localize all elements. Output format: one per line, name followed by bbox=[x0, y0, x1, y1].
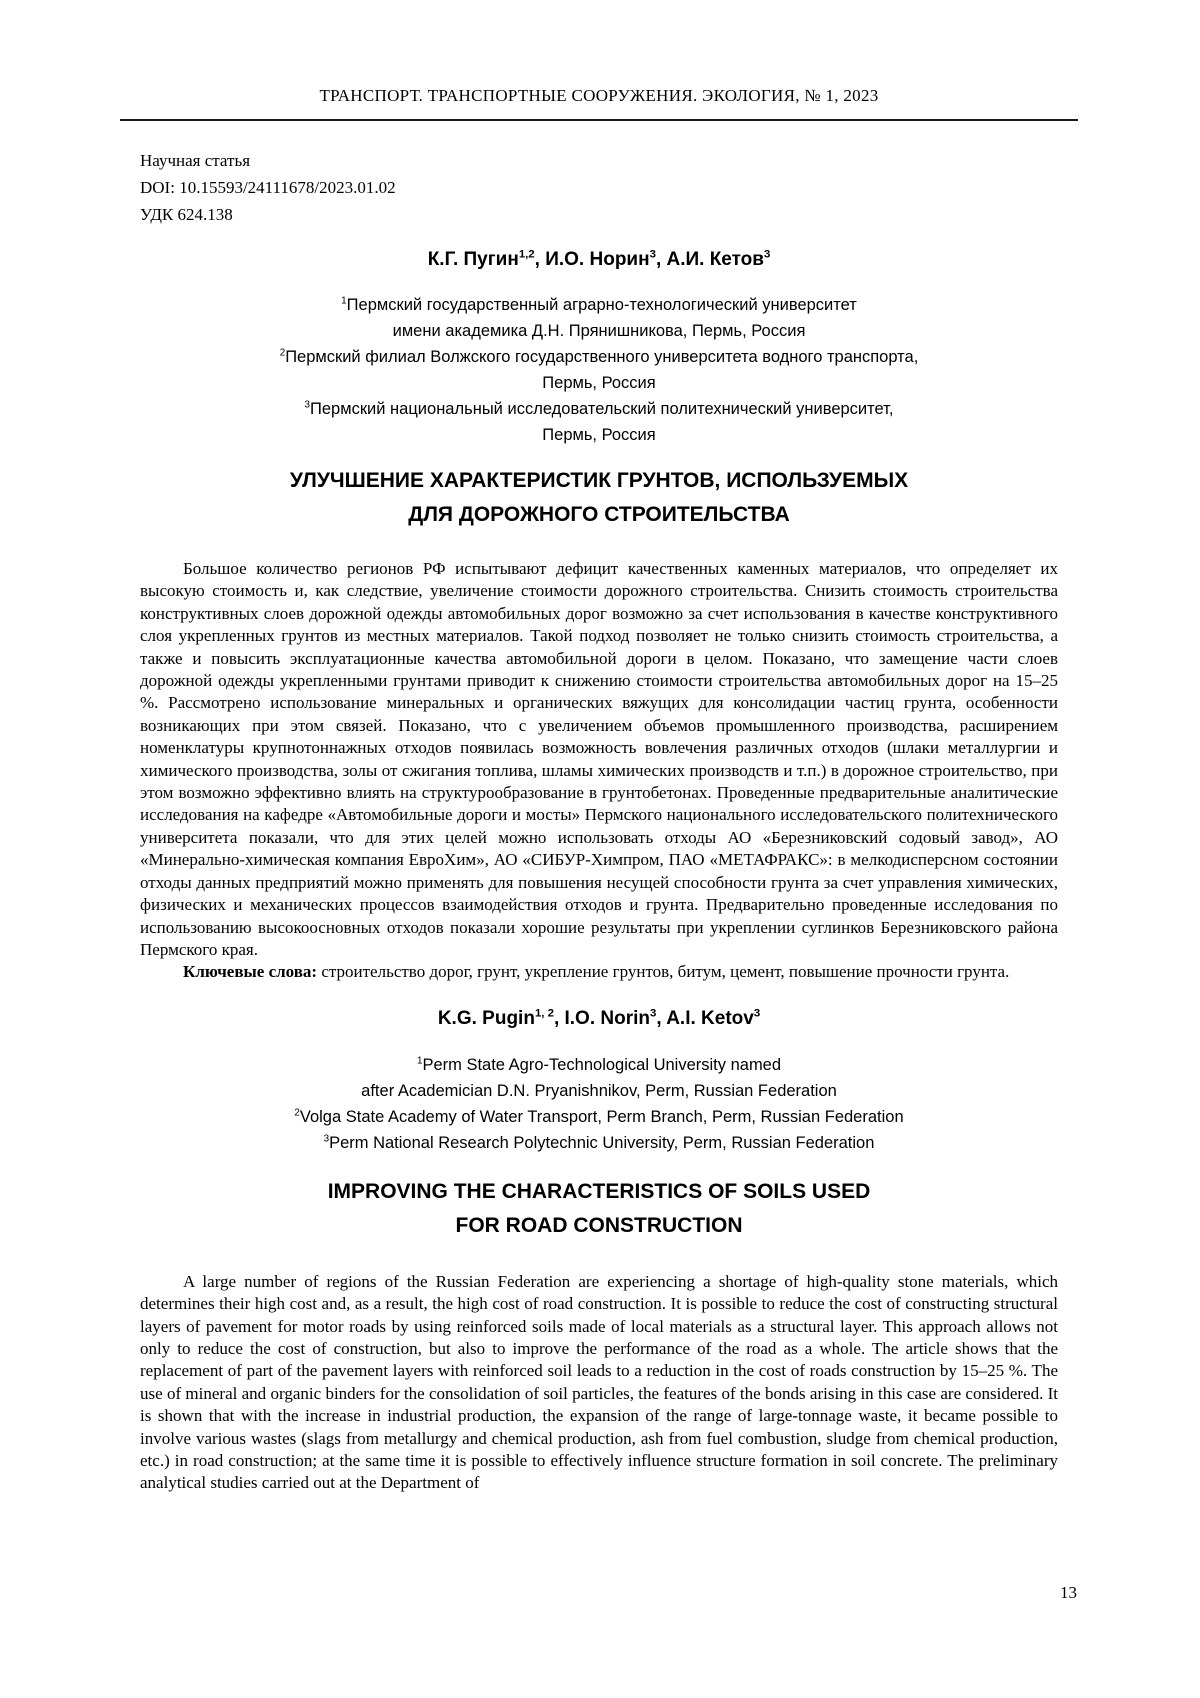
article-title-ru-line2: ДЛЯ ДОРОЖНОГО СТРОИТЕЛЬСТВА bbox=[408, 503, 790, 526]
affiliation-mark: 1 bbox=[416, 1055, 423, 1067]
article-type: Научная статья bbox=[140, 151, 251, 170]
affiliation-mark: 3 bbox=[323, 1133, 330, 1145]
author-ru-3-affil-marks: 3 bbox=[763, 248, 771, 261]
author-en-3-affil-marks: 3 bbox=[753, 1007, 761, 1020]
author-en-3: A.I. Ketov bbox=[666, 1007, 754, 1029]
author-en-1: K.G. Pugin bbox=[437, 1007, 535, 1029]
article-title-en-line2: FOR ROAD CONSTRUCTION bbox=[455, 1213, 743, 1237]
keywords-label: Ключевые слова: bbox=[183, 962, 318, 982]
affiliation-line: $^3$Пермский национальный исследовательский политехнический университет, bbox=[304, 399, 894, 418]
article-title-ru-line1: УЛУЧШЕНИЕ ХАРАКТЕРИСТИК ГРУНТОВ, ИСПОЛЬЗУЕМЫХ bbox=[289, 469, 909, 492]
affiliation-line: $^3$Perm National Research Polytechnic University, Perm, Russian Federation bbox=[323, 1133, 875, 1152]
article-meta bbox=[140, 147, 1058, 228]
affiliation-line: имени академика Д.Н. Прянишникова, Пермь, Россия bbox=[392, 322, 806, 340]
affiliations-ru bbox=[120, 292, 1078, 448]
affiliation-line: $^1$Пермский государственный аграрно-технологический университет bbox=[341, 295, 857, 314]
affiliation-line: $^2$Volga State Academy of Water Transport, Perm Branch, Perm, Russian Federation bbox=[294, 1107, 904, 1126]
authors-ru bbox=[120, 248, 1078, 271]
author-en-1-affil-marks: 1, 2 bbox=[534, 1007, 554, 1020]
abstract-ru: Большое количество регионов РФ испытывают дефицит качественных каменных материалов, что определяет их высокую стоимость и, как следствие, увеличение стоимости дорожного строительства. Снизить стоимость строительства конструктивных слоев дорожной одежды автомобильных дорог возможно за счет использования в качестве конструктивного слоя укрепленных грунтов из местных материалов. Такой подход позволяет не только снизить стоимость строительства, а также и повысить эксплуатационные качества автомобильной дороги в целом. Показано, что замещение части слоев дорожной одежды укрепленными грунтами приводит к снижению стоимости строительства автомобильных дорог на 15–25 %. Рассмотрено использование минеральных и органических вяжущих для консолидации частиц грунта, особенности возникающих при этом связей. Показано, что с увеличением объемов промышленного производства, расширением номенклатуры крупнотоннажных отходов появилась возможность вовлечения различных отходов (шлаки металлургии и химического производства, золы от сжигания топлива, шламы химических производств и т.п.) в дорожное строительство, при этом возможно эффективно влиять на структурообразование в грунтобетонах. Проведенные предварительные аналитические исследования на кафедре «Автомобильные дороги и мосты» Пермского национального исследовательского политехнического университета показали, что для этих целей можно использовать отходы АО «Березниковский содовый завод», АО «Минерально-химическая компания ЕвроХим», АО «СИБУР-Химпром, ПАО «МЕТАФРАКС»: в мелкодисперсном состоянии отходы данных предприятий можно применять для повышения несущей способности грунта за счет управления химических, физических и механических процессов взаимодействия отходов и грунта. Предварительно проведенные исследования по использованию высокоосновных отходов показали хорошие результаты при укреплении суглинков Березниковского района Пермского края. bbox=[140, 559, 1058, 959]
affiliation-line: Пермь, Россия bbox=[542, 426, 656, 444]
author-separator: , bbox=[553, 1007, 565, 1029]
authors-en bbox=[120, 1007, 1078, 1030]
affiliation-line: $^2$Пермский филиал Волжского государственного университета водного транспорта, bbox=[279, 347, 919, 366]
author-separator: , bbox=[655, 249, 667, 270]
author-en-2-affil-marks: 3 bbox=[650, 1007, 657, 1020]
article-title-ru bbox=[120, 464, 1078, 532]
page-number: 13 bbox=[1060, 1583, 1077, 1602]
article-title-en bbox=[120, 1175, 1078, 1243]
doi: DOI: 10.15593/24111678/2023.01.02 bbox=[140, 178, 396, 197]
author-en-2: I.O. Norin bbox=[564, 1007, 650, 1029]
author-ru-2: И.О. Норин bbox=[545, 249, 650, 270]
author-ru-2-affil-marks: 3 bbox=[649, 248, 656, 261]
affiliation-line: after Academician D.N. Pryanishnikov, Perm, Russian Federation bbox=[361, 1081, 837, 1100]
keywords-ru bbox=[140, 961, 1058, 983]
affiliation-mark: 2 bbox=[294, 1107, 300, 1119]
header-rule bbox=[120, 119, 1078, 121]
affiliation-line: Пермь, Россия bbox=[542, 374, 656, 392]
author-ru-3: А.И. Кетов bbox=[666, 249, 764, 270]
keywords-text: строительство дорог, грунт, укрепление грунтов, битум, цемент, повышение прочности грунта. bbox=[317, 962, 1010, 982]
affiliation-mark: 1 bbox=[341, 295, 347, 307]
journal-header: ТРАНСПОРТ. ТРАНСПОРТНЫЕ СООРУЖЕНИЯ. ЭКОЛОГИЯ, № 1, 2023 bbox=[319, 86, 879, 105]
author-ru-1-affil-marks: 1,2 bbox=[518, 248, 535, 261]
author-separator: , bbox=[656, 1007, 667, 1029]
affiliation-mark: 3 bbox=[304, 399, 311, 411]
affiliations-en bbox=[120, 1052, 1078, 1156]
udc: УДК 624.138 bbox=[140, 205, 233, 224]
affiliation-mark: 2 bbox=[279, 347, 286, 359]
article-title-en-line1: IMPROVING THE CHARACTERISTICS OF SOILS USED bbox=[327, 1179, 871, 1203]
abstract-en: A large number of regions of the Russian Federation are experiencing a shortage of high-quality stone materials, which determines their high cost and, as a result, the high cost of road construction. It is possible to reduce the cost of constructing structural layers of pavement for motor roads by using reinforced soils made of local materials as a structural layer. This approach allows not only to reduce the cost of construction, but also to improve the performance of the road as a whole. The article shows that the replacement of part of the pavement layers with reinforced soil leads to a reduction in the cost of roads construction by 15–25 %. The use of mineral and organic binders for the consolidation of soil particles, the features of the bonds arising in this case are considered. It is shown that with the increase in industrial production, the expansion of the range of large-tonnage waste, it became possible to involve various wastes (slags from metallurgy and chemical production, ash from fuel combustion, sludge from chemical production, etc.) in road construction; at the same time it is possible to effectively influence structure formation in soil concrete. The preliminary analytical studies carried out at the Department of bbox=[140, 1271, 1058, 1493]
author-ru-1: К.Г. Пугин bbox=[427, 249, 519, 270]
affiliation-line: $^1$Perm State Agro-Technological University named bbox=[416, 1055, 782, 1074]
author-separator: , bbox=[534, 249, 546, 270]
